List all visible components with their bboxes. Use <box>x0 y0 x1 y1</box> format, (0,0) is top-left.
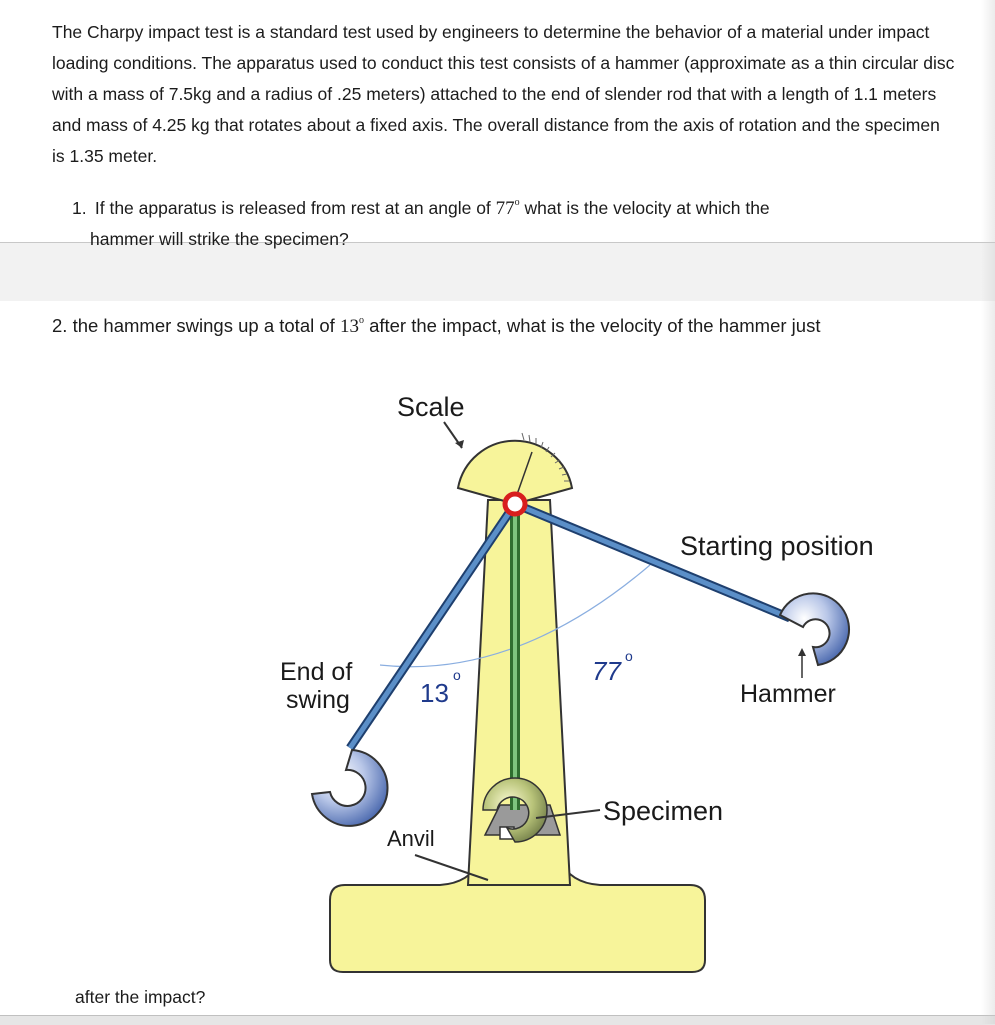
pivot <box>505 494 525 514</box>
label-starting-position: Starting position <box>680 531 874 561</box>
question-1-text-after: what is the velocity at which the <box>524 198 770 218</box>
label-angle-13-degree: o <box>453 667 461 683</box>
question-1 <box>72 188 952 254</box>
question-2 <box>52 307 982 341</box>
question-1-angle: 77$^o$ <box>495 197 520 219</box>
problem-intro: The Charpy impact test is a standard test used by engineers to determine the behavior of a material under impact loading conditions. The apparatus used to conduct this test consists of a hammer (approximate as a thin circular disc with a mass of 7.5kg and a radius of .25 meters) attached to the end of slender rod that with a length of 1.1 meters and mass of 4.25 kg that rotates about a fixed axis. The overall distance from the axis of rotation and the specimen is 1.35 meter. <box>52 22 955 166</box>
question-2-text-before: 2. the hammer swings up a total of <box>52 315 335 336</box>
label-angle-77: 77 <box>592 656 621 686</box>
label-end-of-swing-2: swing <box>286 686 350 714</box>
label-angle-13: 13 <box>420 678 449 708</box>
question-1-text-before: If the apparatus is released from rest at an angle of <box>94 198 491 218</box>
question-2-continuation: after the impact? <box>75 987 206 1007</box>
question-1-number: 1. <box>72 198 87 218</box>
question-2-text-after: after the impact, what is the velocity of the hammer just <box>369 315 821 336</box>
hammer-end <box>312 750 388 826</box>
charpy-diagram <box>260 380 900 1010</box>
label-specimen: Specimen <box>603 796 724 826</box>
question-1-line2: hammer will strike the specimen? <box>90 229 349 249</box>
label-hammer: Hammer <box>740 680 836 708</box>
label-scale: Scale <box>397 392 465 422</box>
label-end-of-swing-1: End of <box>280 658 353 686</box>
hammer-start <box>780 593 849 665</box>
question-2-angle: 13$^o$ <box>339 315 364 337</box>
right-edge-shadow <box>981 0 995 1024</box>
label-angle-77-degree: o <box>625 648 633 664</box>
label-anvil: Anvil <box>387 826 435 851</box>
